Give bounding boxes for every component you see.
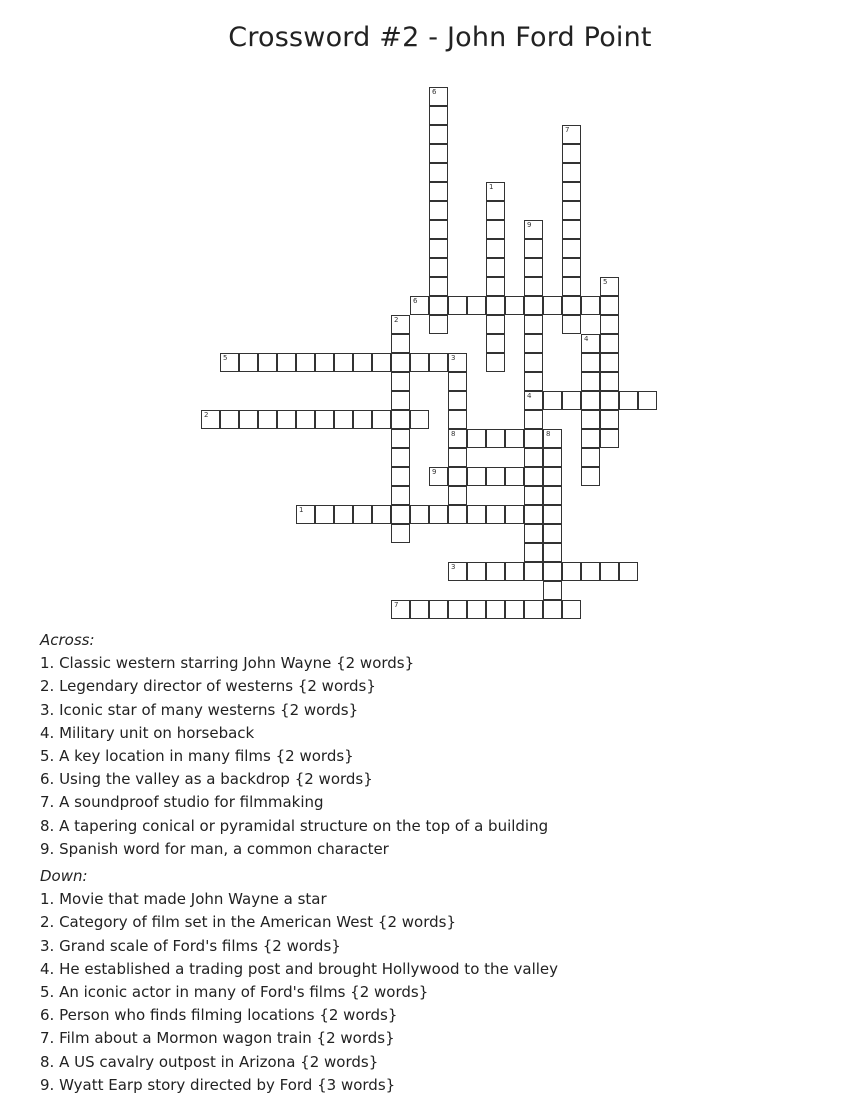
crossword-cell[interactable] xyxy=(391,467,410,486)
crossword-cell[interactable] xyxy=(258,410,277,429)
crossword-cell[interactable] xyxy=(429,87,448,106)
crossword-cell[interactable] xyxy=(220,353,239,372)
clue-number: 8 xyxy=(451,430,456,438)
crossword-cell[interactable] xyxy=(581,429,600,448)
crossword-cell[interactable] xyxy=(429,505,448,524)
down-clue: 5. An iconic actor in many of Ford's films {2 words} xyxy=(40,983,429,1002)
crossword-cell[interactable] xyxy=(448,562,467,581)
crossword-cell[interactable] xyxy=(562,277,581,296)
down-clue: 7. Film about a Mormon wagon train {2 words} xyxy=(40,1029,395,1048)
across-clue: 5. A key location in many films {2 words} xyxy=(40,747,354,766)
crossword-cell[interactable] xyxy=(486,467,505,486)
crossword-cell[interactable] xyxy=(600,353,619,372)
crossword-cell[interactable] xyxy=(581,391,600,410)
crossword-cell[interactable] xyxy=(486,220,505,239)
crossword-cell[interactable] xyxy=(429,353,448,372)
crossword-cell[interactable] xyxy=(600,277,619,296)
crossword-cell[interactable] xyxy=(543,562,562,581)
crossword-cell[interactable] xyxy=(524,277,543,296)
crossword-cell[interactable] xyxy=(448,429,467,448)
crossword-cell[interactable] xyxy=(562,182,581,201)
crossword-cell[interactable] xyxy=(543,505,562,524)
crossword-cell[interactable] xyxy=(277,353,296,372)
crossword-cell[interactable] xyxy=(448,296,467,315)
crossword-cell[interactable] xyxy=(448,410,467,429)
crossword-cell[interactable] xyxy=(543,448,562,467)
crossword-cell[interactable] xyxy=(467,505,486,524)
crossword-cell[interactable] xyxy=(429,220,448,239)
crossword-cell[interactable] xyxy=(410,410,429,429)
crossword-cell[interactable] xyxy=(429,182,448,201)
clues-section xyxy=(40,629,820,1097)
clue-number: 9 xyxy=(527,221,532,229)
page-title: Crossword #2 - John Ford Point xyxy=(228,22,652,53)
crossword-cell[interactable] xyxy=(600,429,619,448)
crossword-cell[interactable] xyxy=(486,353,505,372)
clue-number: 2 xyxy=(394,316,399,324)
clue-number: 4 xyxy=(527,392,532,400)
across-clue: 8. A tapering conical or pyramidal structure on the top of a building xyxy=(40,816,549,835)
crossword-cell[interactable] xyxy=(524,239,543,258)
crossword-cell[interactable] xyxy=(581,562,600,581)
crossword-cell[interactable] xyxy=(391,353,410,372)
crossword-cell[interactable] xyxy=(562,239,581,258)
crossword-cell[interactable] xyxy=(467,562,486,581)
crossword-cell[interactable] xyxy=(391,372,410,391)
crossword-cell[interactable] xyxy=(334,353,353,372)
clue-number: 4 xyxy=(584,335,589,343)
crossword-cell[interactable] xyxy=(543,429,562,448)
crossword-cell[interactable] xyxy=(562,296,581,315)
crossword-cell[interactable] xyxy=(429,600,448,619)
crossword-cell[interactable] xyxy=(467,467,486,486)
crossword-cell[interactable] xyxy=(372,353,391,372)
crossword-cell[interactable] xyxy=(391,505,410,524)
crossword-cell[interactable] xyxy=(448,600,467,619)
clue-number: 9 xyxy=(432,468,437,476)
crossword-cell[interactable] xyxy=(429,163,448,182)
crossword-cell[interactable] xyxy=(296,410,315,429)
crossword-cell[interactable] xyxy=(391,334,410,353)
crossword-cell[interactable] xyxy=(581,353,600,372)
crossword-cell[interactable] xyxy=(429,467,448,486)
crossword-cell[interactable] xyxy=(391,315,410,334)
clue-number: 5 xyxy=(223,354,228,362)
crossword-cell[interactable] xyxy=(467,296,486,315)
crossword-cell[interactable] xyxy=(315,410,334,429)
across-clue-list xyxy=(40,652,820,861)
crossword-cell[interactable] xyxy=(429,239,448,258)
crossword-cell[interactable] xyxy=(505,429,524,448)
crossword-cell[interactable] xyxy=(353,353,372,372)
crossword-cell[interactable] xyxy=(391,524,410,543)
down-clue: 4. He established a trading post and brought Hollywood to the valley xyxy=(40,959,559,978)
crossword-cell[interactable] xyxy=(486,334,505,353)
crossword-cell[interactable] xyxy=(524,315,543,334)
crossword-cell[interactable] xyxy=(429,296,448,315)
crossword-cell[interactable] xyxy=(410,600,429,619)
clue-number: 7 xyxy=(394,601,399,609)
crossword-cell[interactable] xyxy=(600,315,619,334)
clue-number: 1 xyxy=(299,506,304,514)
crossword-cell[interactable] xyxy=(543,486,562,505)
across-clue: 4. Military unit on horseback xyxy=(40,723,255,742)
crossword-cell[interactable] xyxy=(429,201,448,220)
crossword-cell[interactable] xyxy=(448,391,467,410)
crossword-cell[interactable] xyxy=(524,334,543,353)
crossword-cell[interactable] xyxy=(296,505,315,524)
down-clue: 8. A US cavalry outpost in Arizona {2 words} xyxy=(40,1052,379,1071)
crossword-cell[interactable] xyxy=(429,315,448,334)
crossword-cell[interactable] xyxy=(429,277,448,296)
crossword-cell[interactable] xyxy=(486,562,505,581)
crossword-cell[interactable] xyxy=(486,182,505,201)
down-clue-list xyxy=(40,888,820,1097)
crossword-cell[interactable] xyxy=(524,353,543,372)
crossword-cell[interactable] xyxy=(391,600,410,619)
crossword-cell[interactable] xyxy=(239,353,258,372)
crossword-cell[interactable] xyxy=(353,505,372,524)
crossword-cell[interactable] xyxy=(619,391,638,410)
crossword-cell[interactable] xyxy=(410,296,429,315)
crossword-cell[interactable] xyxy=(315,505,334,524)
crossword-cell[interactable] xyxy=(315,353,334,372)
crossword-cell[interactable] xyxy=(505,467,524,486)
across-clue: 2. Legendary director of westerns {2 words} xyxy=(40,677,376,696)
crossword-cell[interactable] xyxy=(581,372,600,391)
crossword-cell[interactable] xyxy=(448,353,467,372)
clue-number: 3 xyxy=(451,354,456,362)
crossword-cell[interactable] xyxy=(524,220,543,239)
crossword-cell[interactable] xyxy=(543,467,562,486)
crossword-cell[interactable] xyxy=(562,163,581,182)
crossword-cell[interactable] xyxy=(467,600,486,619)
crossword-cell[interactable] xyxy=(448,505,467,524)
across-clue: 9. Spanish word for man, a common character xyxy=(40,839,389,858)
crossword-cell[interactable] xyxy=(600,296,619,315)
crossword-cell[interactable] xyxy=(543,524,562,543)
crossword-cell[interactable] xyxy=(543,581,562,600)
crossword-cell[interactable] xyxy=(486,258,505,277)
crossword-cell[interactable] xyxy=(372,505,391,524)
crossword-cell[interactable] xyxy=(486,315,505,334)
crossword-cell[interactable] xyxy=(562,391,581,410)
crossword-cell[interactable] xyxy=(391,486,410,505)
crossword-cell[interactable] xyxy=(410,505,429,524)
crossword-cell[interactable] xyxy=(486,201,505,220)
crossword-cell[interactable] xyxy=(448,372,467,391)
crossword-cell[interactable] xyxy=(486,296,505,315)
crossword-cell[interactable] xyxy=(391,410,410,429)
crossword-cell[interactable] xyxy=(524,543,543,562)
crossword-cell[interactable] xyxy=(524,505,543,524)
crossword-cell[interactable] xyxy=(429,144,448,163)
crossword-cell[interactable] xyxy=(581,467,600,486)
crossword-cell[interactable] xyxy=(429,106,448,125)
crossword-cell[interactable] xyxy=(296,353,315,372)
crossword-cell[interactable] xyxy=(524,410,543,429)
crossword-cell[interactable] xyxy=(505,562,524,581)
crossword-cell[interactable] xyxy=(258,353,277,372)
crossword-cell[interactable] xyxy=(543,600,562,619)
crossword-cell[interactable] xyxy=(391,429,410,448)
crossword-cell[interactable] xyxy=(600,562,619,581)
crossword-cell[interactable] xyxy=(581,410,600,429)
crossword-cell[interactable] xyxy=(524,429,543,448)
crossword-cell[interactable] xyxy=(543,296,562,315)
clue-number: 6 xyxy=(432,88,437,96)
crossword-cell[interactable] xyxy=(543,391,562,410)
crossword-cell[interactable] xyxy=(619,562,638,581)
crossword-cell[interactable] xyxy=(562,562,581,581)
crossword-cell[interactable] xyxy=(562,600,581,619)
clue-number: 2 xyxy=(204,411,209,419)
crossword-cell[interactable] xyxy=(334,410,353,429)
down-clue: 6. Person who finds filming locations {2 words} xyxy=(40,1006,398,1025)
crossword-cell[interactable] xyxy=(467,429,486,448)
crossword-cell[interactable] xyxy=(486,429,505,448)
crossword-cell[interactable] xyxy=(562,201,581,220)
crossword-cell[interactable] xyxy=(239,410,258,429)
crossword-cell[interactable] xyxy=(600,372,619,391)
clue-number: 7 xyxy=(565,126,570,134)
across-clue: 3. Iconic star of many westerns {2 words} xyxy=(40,700,359,719)
crossword-cell[interactable] xyxy=(562,258,581,277)
across-clue: 6. Using the valley as a backdrop {2 words} xyxy=(40,770,373,789)
crossword-cell[interactable] xyxy=(562,315,581,334)
crossword-cell[interactable] xyxy=(410,353,429,372)
clue-number: 6 xyxy=(413,297,418,305)
crossword-cell[interactable] xyxy=(391,391,410,410)
across-heading: Across: xyxy=(40,631,95,649)
crossword-cell[interactable] xyxy=(524,467,543,486)
crossword-cell[interactable] xyxy=(505,600,524,619)
crossword-cell[interactable] xyxy=(372,410,391,429)
crossword-cell[interactable] xyxy=(562,220,581,239)
down-clue: 2. Category of film set in the American West {2 words} xyxy=(40,913,456,932)
crossword-cell[interactable] xyxy=(486,239,505,258)
crossword-cell[interactable] xyxy=(524,562,543,581)
crossword-cell[interactable] xyxy=(524,296,543,315)
crossword-cell[interactable] xyxy=(600,391,619,410)
crossword-cell[interactable] xyxy=(581,448,600,467)
crossword-cell[interactable] xyxy=(581,296,600,315)
crossword-cell[interactable] xyxy=(448,448,467,467)
crossword-cell[interactable] xyxy=(448,467,467,486)
crossword-cell[interactable] xyxy=(220,410,239,429)
crossword-cell[interactable] xyxy=(429,258,448,277)
crossword-cell[interactable] xyxy=(391,448,410,467)
clue-number: 8 xyxy=(546,430,551,438)
crossword-cell[interactable] xyxy=(486,600,505,619)
crossword-cell[interactable] xyxy=(524,524,543,543)
crossword-cell[interactable] xyxy=(448,486,467,505)
down-clue: 1. Movie that made John Wayne a star xyxy=(40,890,327,909)
across-clue: 7. A soundproof studio for filmmaking xyxy=(40,793,324,812)
crossword-cell[interactable] xyxy=(334,505,353,524)
crossword-cell[interactable] xyxy=(543,543,562,562)
crossword-cell[interactable] xyxy=(581,334,600,353)
crossword-cell[interactable] xyxy=(353,410,372,429)
crossword-cell[interactable] xyxy=(524,600,543,619)
crossword-cell[interactable] xyxy=(486,505,505,524)
down-heading: Down: xyxy=(40,867,88,886)
crossword-cell[interactable] xyxy=(505,505,524,524)
crossword-cell[interactable] xyxy=(277,410,296,429)
crossword-cell[interactable] xyxy=(524,448,543,467)
crossword-cell[interactable] xyxy=(562,125,581,144)
crossword-cell[interactable] xyxy=(524,486,543,505)
down-clue: 3. Grand scale of Ford's films {2 words} xyxy=(40,936,341,955)
crossword-cell[interactable] xyxy=(562,144,581,163)
crossword-cell[interactable] xyxy=(524,372,543,391)
down-clue: 9. Wyatt Earp story directed by Ford {3 words} xyxy=(40,1075,396,1094)
crossword-cell[interactable] xyxy=(429,125,448,144)
clue-number: 3 xyxy=(451,563,456,571)
clue-number: 5 xyxy=(603,278,608,286)
across-clue: 1. Classic western starring John Wayne {2 words} xyxy=(40,654,415,673)
crossword-cell[interactable] xyxy=(524,391,543,410)
crossword-cell[interactable] xyxy=(505,296,524,315)
crossword-cell[interactable] xyxy=(638,391,657,410)
crossword-cell[interactable] xyxy=(524,258,543,277)
crossword-cell[interactable] xyxy=(600,334,619,353)
clue-number: 1 xyxy=(489,183,494,191)
crossword-cell[interactable] xyxy=(600,410,619,429)
crossword-cell[interactable] xyxy=(486,277,505,296)
crossword-cell[interactable] xyxy=(201,410,220,429)
